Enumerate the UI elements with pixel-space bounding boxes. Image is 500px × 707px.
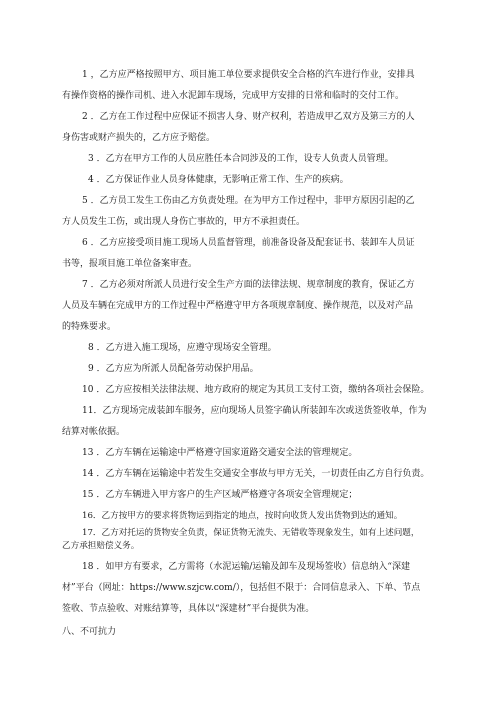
clause-7-line-3: 的特殊要求。 <box>62 322 117 332</box>
clause-14-line-1: 14 ．乙方车辆在运输途中若发生交通安全事故与甲方无关，一切责任由乙方自行负责。 <box>82 469 430 479</box>
clause-16-line-1: 16．乙方按甲方的要求将货物运到指定的地点，按时向收货人发出货物到达的通知。 <box>82 511 403 521</box>
clause-2-line-2: 身伤害或财产损失的，乙方应予赔偿。 <box>62 133 216 143</box>
clause-10-line-1: 10 ．乙方应按相关法律法规、地方政府的规定为其员工支付工资，缴纳各项社会保险。 <box>82 385 430 395</box>
clause-6-line-1: 6 ．乙方应接受项目施工现场人员监督管理，前准备设备及配套证书、装卸车人员证 <box>82 238 415 248</box>
clause-4-line-1: 4 ．乙方保证作业人员身体健康，无影响正常工作、生产的疾病。 <box>88 175 349 185</box>
clause-3-line-1: 3 ．乙方在甲方工作的人员应胜任本合同涉及的工作，设专人负责人员管理。 <box>88 154 394 164</box>
clause-7-line-2: 人员及车辆在完成甲方的工作过程中严格遵守甲方各项规章制度、操作规范，以及对产品 <box>62 301 414 311</box>
section-heading-force-majeure: 八、不可抗力 <box>62 627 117 637</box>
clause-11-line-2: 结算对帐依据。 <box>62 427 126 437</box>
clause-18-line-2: 材”平台（网址：https://www.szjcw.com/），包括但不限于：合同信息录入、下单、节点 <box>62 583 421 593</box>
clause-5-line-2: 方人员发生工伤，或出现人身伤亡事故的，甲方不承担责任。 <box>62 217 306 227</box>
clause-13-line-1: 13 ．乙方车辆在运输途中严格遵守国家道路交通安全法的管理规定。 <box>82 448 358 458</box>
clause-2-line-1: 2 ．乙方在工作过程中应保证不损害人身、财产权利，若造成甲乙双方及第三方的人 <box>82 112 415 122</box>
clause-17-line-2: 乙方承担赔偿义务。 <box>62 541 140 551</box>
clause-9-line-1: 9 ．乙方应为所派人员配备劳动保护用品。 <box>88 364 259 374</box>
clause-15-line-1: 15 ．乙方车辆进入甲方客户的生产区域严格遵守各项安全管理规定； <box>82 490 358 500</box>
clause-11-line-1: 11．乙方现场完成装卸车服务，应向现场人员签字确认所装卸车次或送货签收单，作为 <box>82 406 427 416</box>
clause-1-line-1: 1 ，乙方应严格按照甲方、项目施工单位要求提供安全合格的汽车进行作业，安排具 <box>82 70 415 80</box>
clause-7-line-1: 7 ．乙方必须对所派人员进行安全生产方面的法律法规、规章制度的教育，保证乙方 <box>82 280 415 290</box>
clause-6-line-2: 书等，报项目施工单位备案审查。 <box>62 259 198 269</box>
clause-5-line-1: 5 ．乙方员工发生工伤由乙方负责处理。在为甲方工作过程中，非甲方原因引起的乙 <box>82 196 415 206</box>
clause-18-line-1: 18 ．如甲方有要求，乙方需将（水泥运输/运输及卸车及现场签收）信息纳入“深建 <box>82 562 410 572</box>
clause-17-line-1: 17．乙方对托运的货物安全负责，保证货物无流失、无错收等现象发生，如有上述问题， <box>82 528 420 538</box>
clause-1-line-2: 有操作资格的操作司机、进入水泥卸车现场，完成甲方安排的日常和临时的交付工作。 <box>62 91 405 101</box>
clause-8-line-1: 8 ．乙方进入施工现场，应遵守现场安全管理。 <box>88 343 277 353</box>
clause-18-line-3: 签收、节点验收、对账结算等，具体以“深建材”平台提供为准。 <box>62 604 315 614</box>
